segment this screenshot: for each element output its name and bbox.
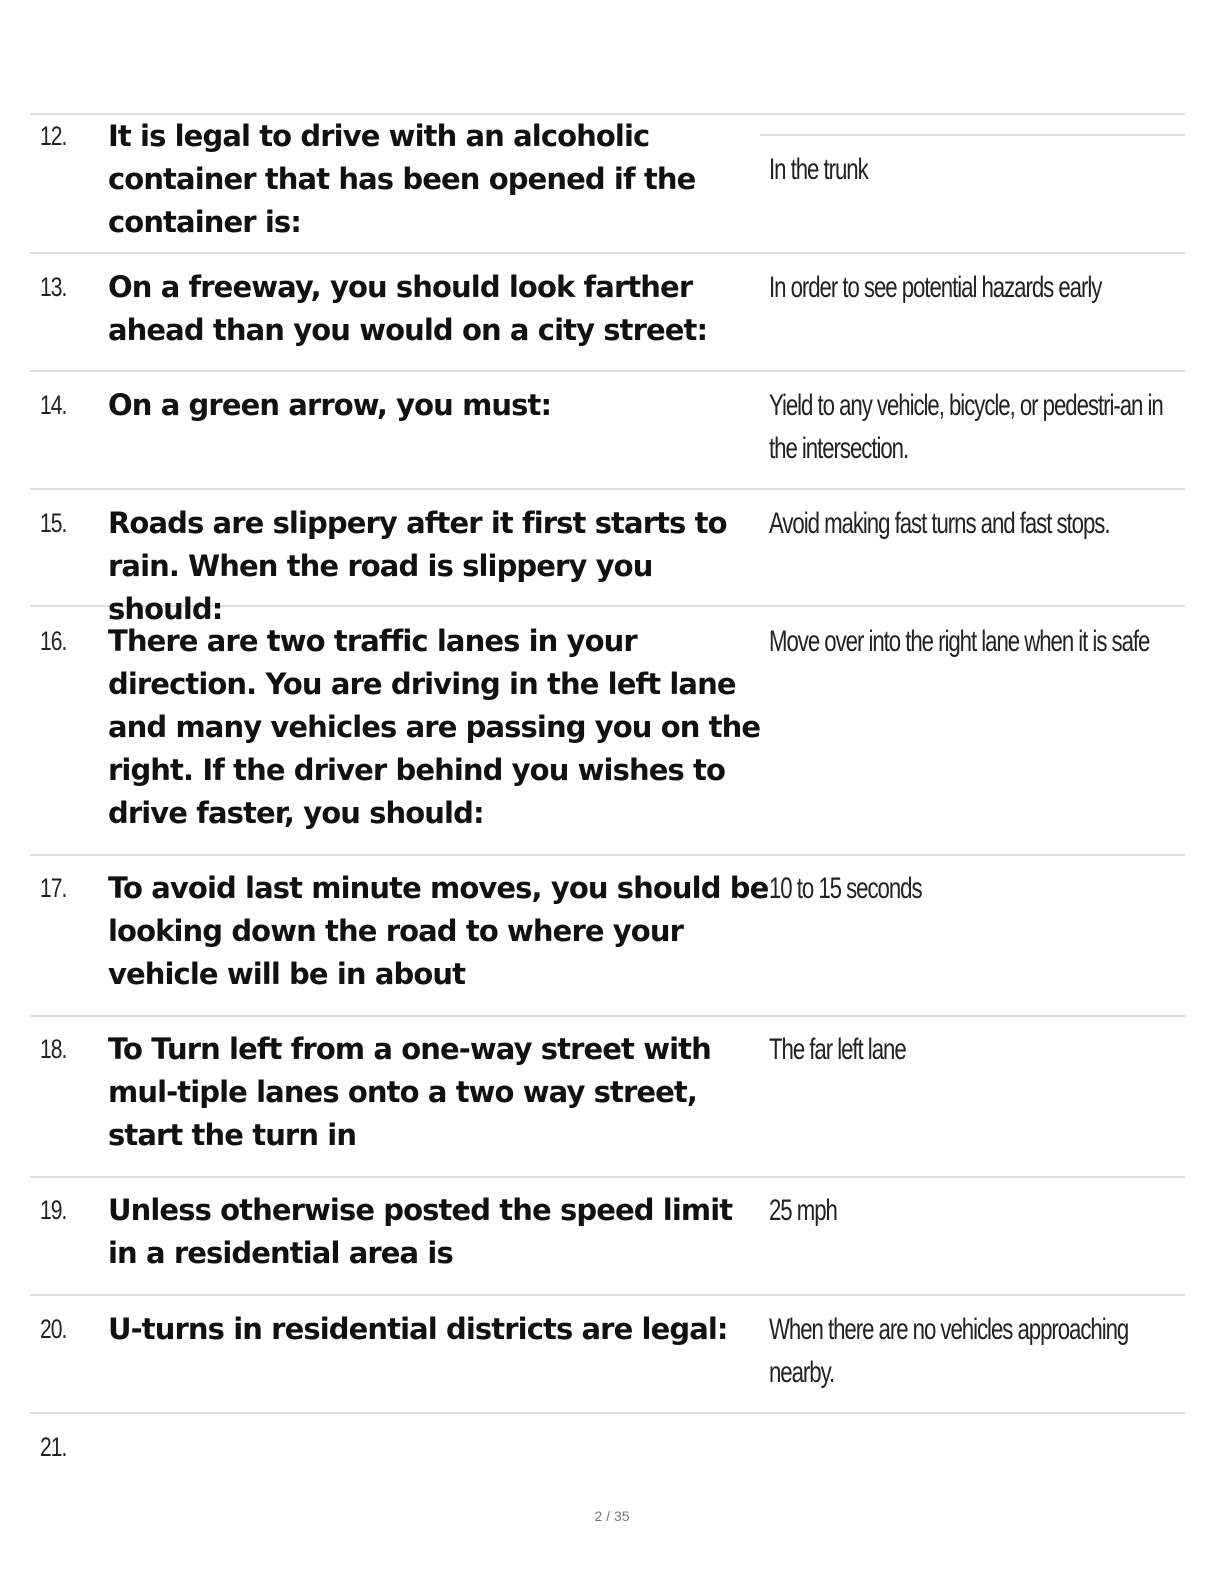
answer-text: Yield to any vehicle, bicycle, or pedestri-an in the intersection.: [769, 389, 1163, 465]
question-text: It is legal to drive with an alcoholic container that has been opened if the container is:: [108, 119, 696, 239]
divider: [30, 1412, 1185, 1414]
divider: [30, 370, 1185, 372]
question-number: 21.: [40, 1432, 67, 1462]
answer-text: When there are no vehicles approaching nearby.: [769, 1313, 1129, 1389]
answer-text: 25 mph: [769, 1194, 837, 1227]
question-number: 13.: [40, 272, 67, 302]
question-number: 14.: [40, 390, 67, 420]
answer-text: Move over into the right lane when it is safe: [769, 625, 1150, 658]
answer-text: Avoid making fast turns and fast stops.: [769, 507, 1110, 540]
divider: [30, 1015, 1185, 1017]
question-text: To Turn left from a one-way street with mul-tiple lanes onto a two way street, start the turn in: [108, 1032, 711, 1152]
question-text: Roads are slippery after it first starts to rain. When the road is slippery you should:: [108, 506, 727, 626]
question-text: Unless otherwise posted the speed limit in a residential area is: [108, 1193, 733, 1270]
question-number: 18.: [40, 1034, 67, 1064]
answer-text: 10 to 15 seconds: [769, 872, 922, 905]
divider: [30, 252, 1185, 254]
divider: [30, 1294, 1185, 1296]
question-text: There are two traffic lanes in your direction. You are driving in the left lane and many vehicles are passing you on the right. If the driver behind you wishes to drive faster, you should:: [108, 624, 761, 830]
divider: [30, 1176, 1185, 1178]
divider: [30, 488, 1185, 490]
answer-text: In order to see potential hazards early: [769, 271, 1102, 304]
divider: [30, 854, 1185, 856]
question-number: 19.: [40, 1195, 67, 1225]
question-text: On a freeway, you should look farther ahead than you would on a city street:: [108, 270, 708, 347]
divider: [760, 134, 1185, 136]
question-number: 20.: [40, 1314, 67, 1344]
question-text: U-turns in residential districts are legal:: [108, 1312, 728, 1346]
question-text: On a green arrow, you must:: [108, 388, 552, 422]
question-number: 15.: [40, 508, 67, 538]
question-number: 12.: [40, 121, 67, 151]
question-text: To avoid last minute moves, you should be looking down the road to where your vehicle will be in about: [108, 871, 769, 991]
question-number: 17.: [40, 873, 67, 903]
page-indicator: 2 / 35: [594, 1508, 630, 1524]
answer-text: In the trunk: [769, 153, 868, 186]
answer-text: The far left lane: [769, 1033, 906, 1066]
question-number: 16.: [40, 626, 67, 656]
